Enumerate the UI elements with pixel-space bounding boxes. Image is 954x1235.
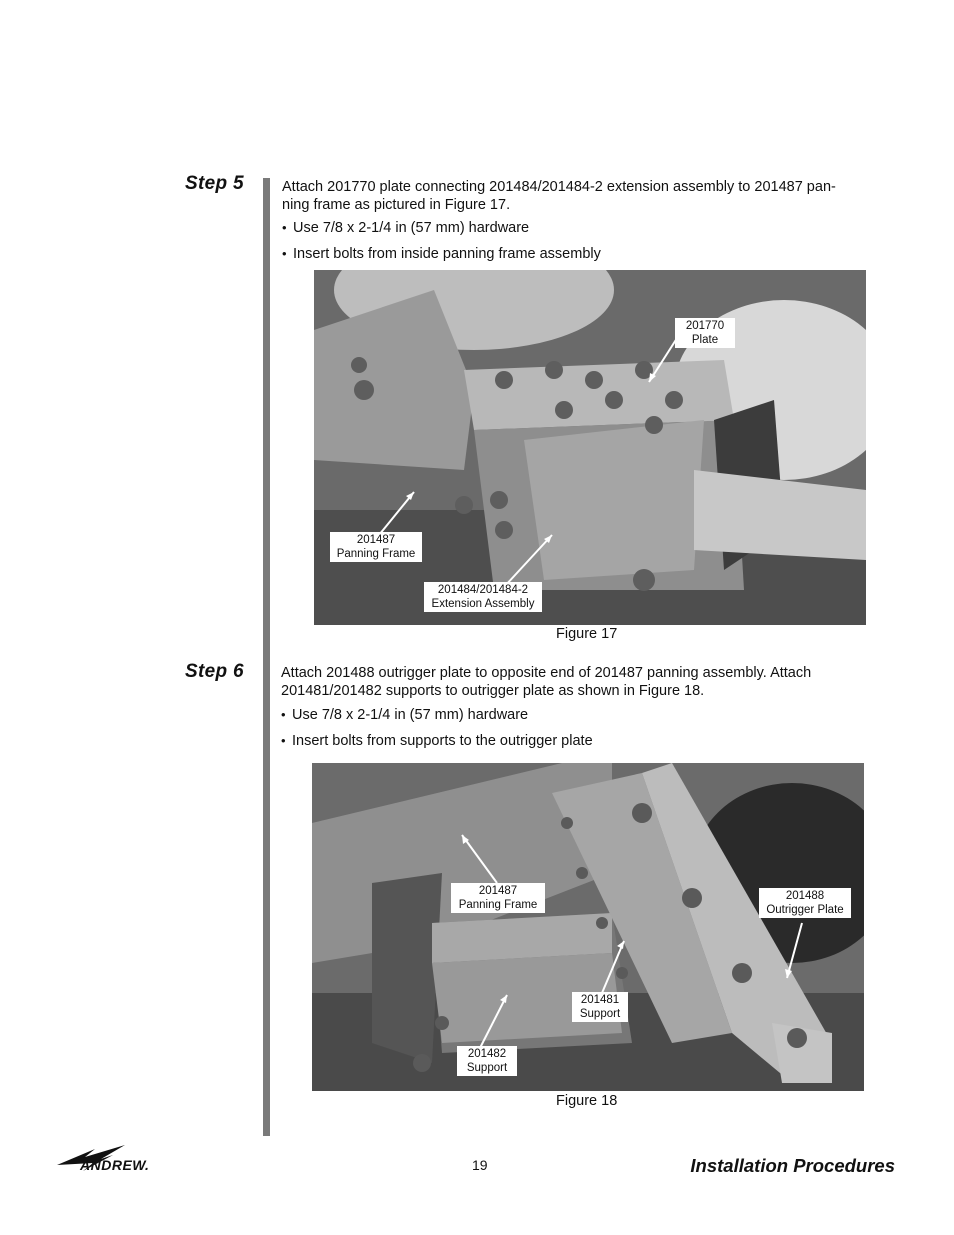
step-5-title: Step 5 <box>185 173 244 194</box>
step-6-text <box>281 664 886 700</box>
step-5-bullet: • Insert bolts from inside panning frame assembly <box>282 246 601 262</box>
margin-bar <box>263 178 270 1136</box>
figure-18-photo <box>312 763 864 1091</box>
step-5-text <box>282 178 887 214</box>
step-5-bullet: • Use 7/8 x 2-1/4 in (57 mm) hardware <box>282 220 530 236</box>
step-5-line-1: Attach 201770 plate connecting 201484/201484-2 extension assembly to 201487 pan- <box>282 179 836 195</box>
callout-201770-plate: 201770 Plate <box>675 318 735 348</box>
step-6-line-2: 201481/201482 supports to outrigger plate as shown in Figure 18. <box>281 683 705 699</box>
section-title: Installation Procedures <box>690 1155 895 1176</box>
page-number: 19 <box>472 1157 488 1173</box>
figure-17-caption: Figure 17 <box>556 626 618 642</box>
step-6-bullet: • Use 7/8 x 2-1/4 in (57 mm) hardware <box>281 707 529 723</box>
callout-201481-support: 201481 Support <box>572 992 628 1022</box>
step-6-bullet: • Insert bolts from supports to the outrigger plate <box>281 733 593 749</box>
figure-18-caption: Figure 18 <box>556 1093 618 1109</box>
callout-201487-panning-frame: 201487 Panning Frame <box>330 532 422 562</box>
callout-extension-assembly: 201484/201484-2 Extension Assembly <box>424 582 542 612</box>
andrew-logo-text: ANDREW. <box>80 1157 150 1173</box>
callout-201487-panning-frame-fig18: 201487 Panning Frame <box>451 883 545 913</box>
callout-201482-support: 201482 Support <box>457 1046 517 1076</box>
step-5-line-2: ning frame as pictured in Figure 17. <box>282 197 511 213</box>
step-6-line-1: Attach 201488 outrigger plate to opposite end of 201487 panning assembly. Attach <box>281 665 812 681</box>
step-6-title: Step 6 <box>185 661 244 682</box>
callout-201488-outrigger-plate: 201488 Outrigger Plate <box>759 888 851 918</box>
figure-17-photo <box>314 270 866 625</box>
